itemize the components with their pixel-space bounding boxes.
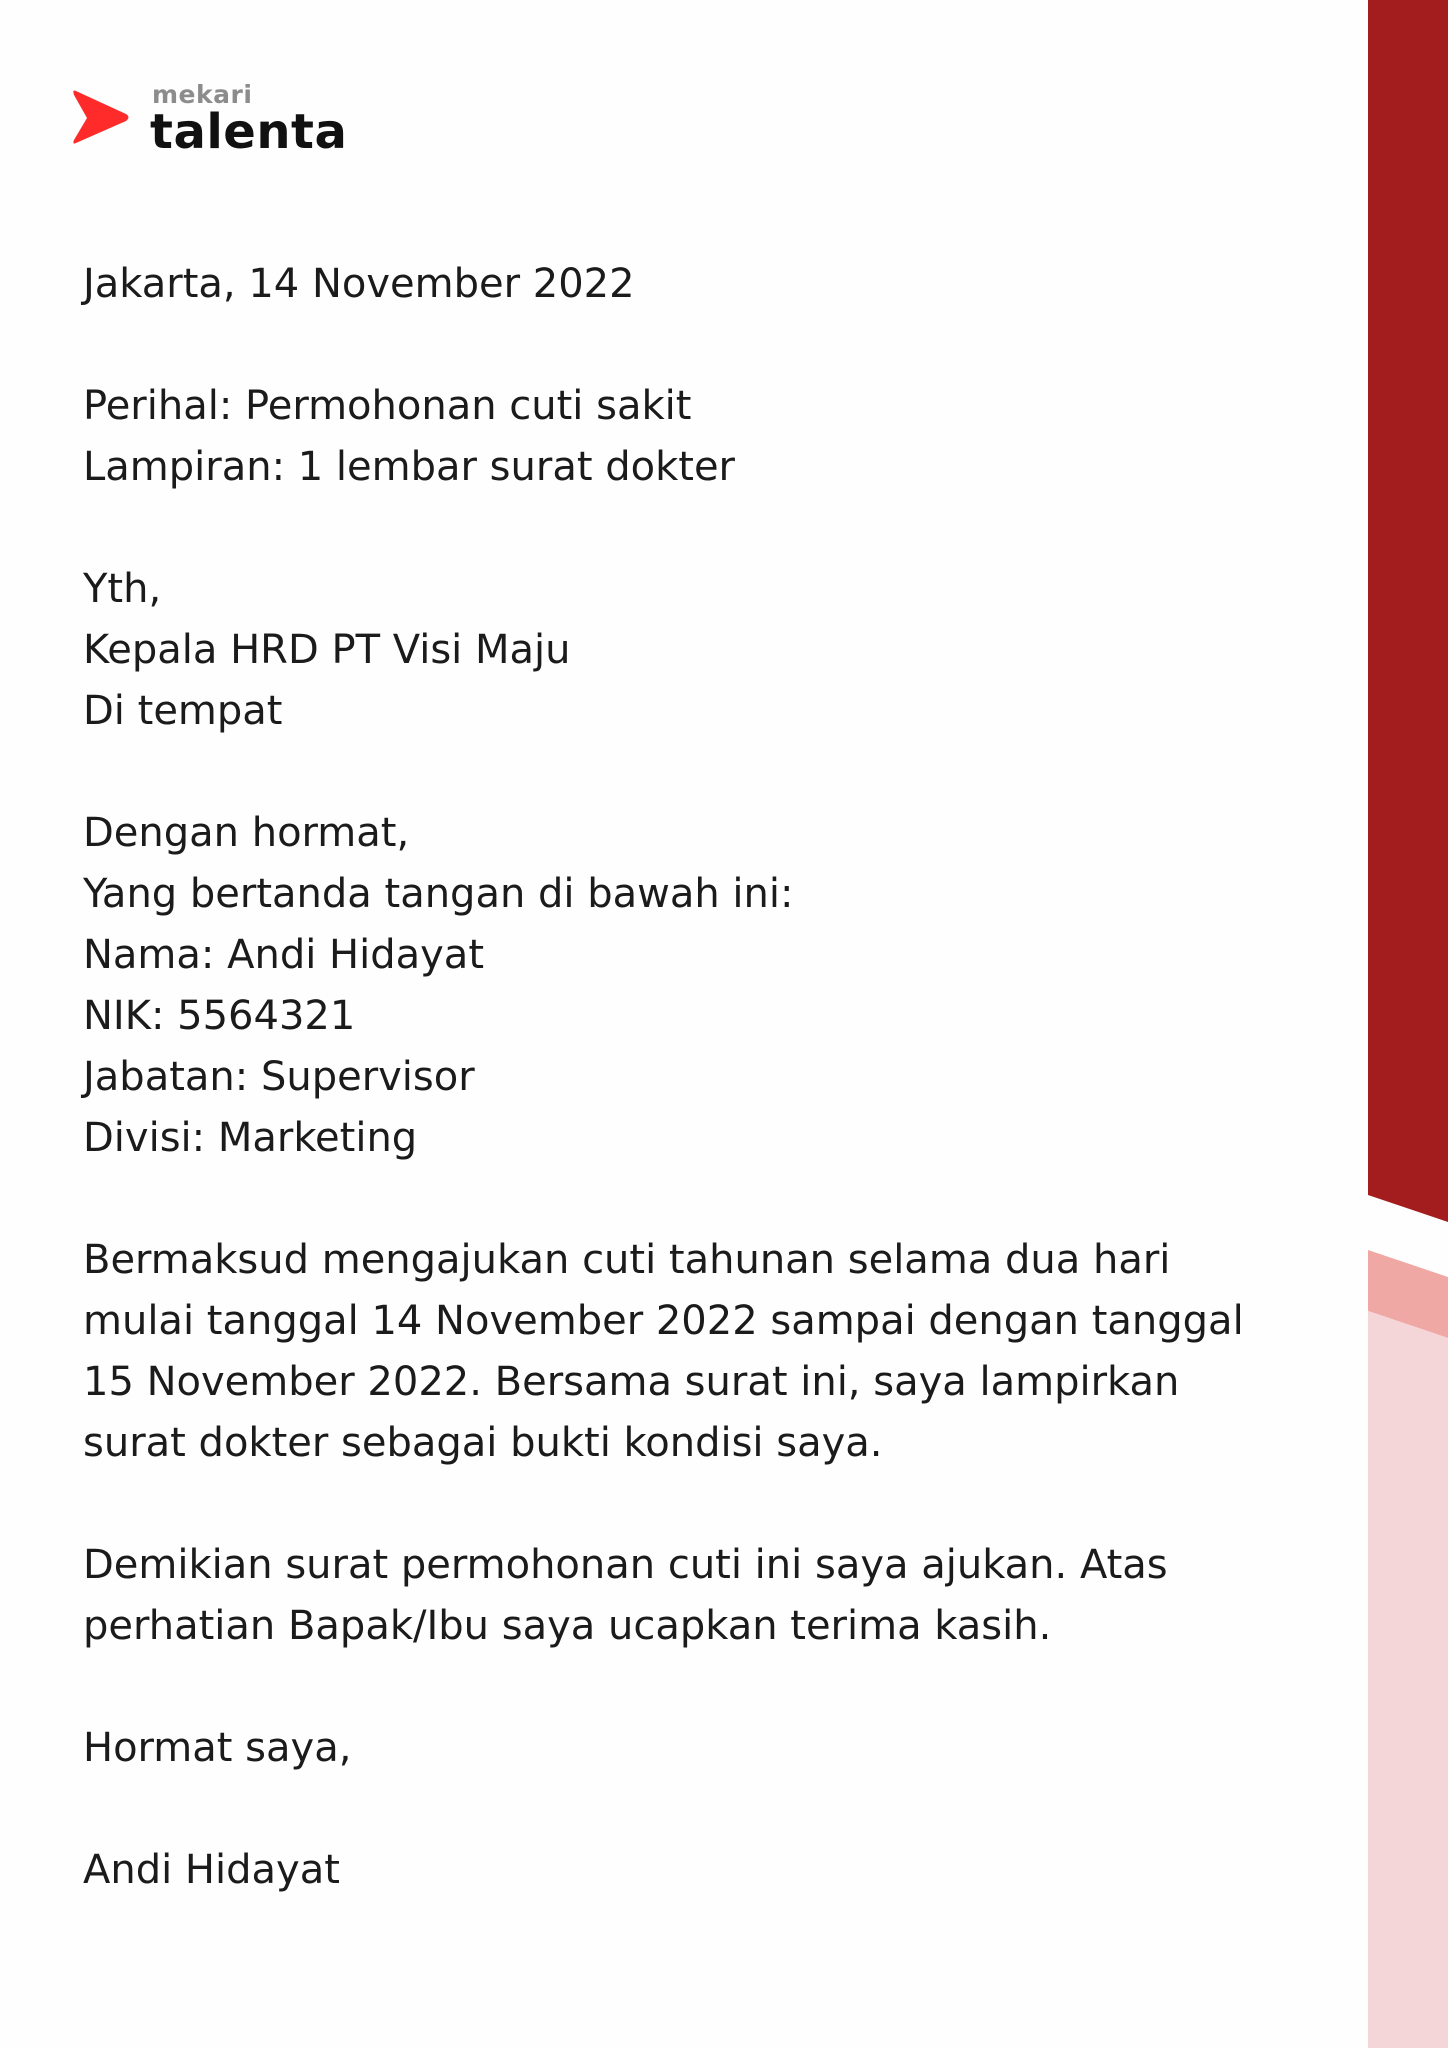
signature-name: Andi Hidayat: [83, 1847, 340, 1893]
salutation: Dengan hormat,: [83, 810, 410, 856]
regards: Hormat saya,: [83, 1725, 352, 1771]
logo-arrow-icon: [70, 86, 134, 150]
body-line: mulai tanggal 14 November 2022 sampai dengan tanggal: [83, 1298, 1244, 1344]
body-line: surat dokter sebagai bukti kondisi saya.: [83, 1420, 883, 1466]
body-line: 15 November 2022. Bersama surat ini, saya lampirkan: [83, 1359, 1180, 1405]
spacer: [83, 498, 1333, 559]
spacer: [83, 1657, 1333, 1718]
spacer: [83, 1779, 1333, 1840]
position-line: Jabatan: Supervisor: [83, 1054, 475, 1100]
place-date: Jakarta, 14 November 2022: [83, 261, 635, 307]
spacer: [83, 315, 1333, 376]
spacer: [83, 742, 1333, 803]
attachment-line: Lampiran: 1 lembar surat dokter: [83, 444, 735, 490]
pale-red-band: [1368, 1311, 1448, 2048]
letter-body: [83, 254, 1333, 1901]
recipient-line: Kepala HRD PT Visi Maju: [83, 627, 571, 673]
dark-red-band: [1368, 0, 1448, 1222]
spacer: [83, 1474, 1333, 1535]
recipient-line: Di tempat: [83, 688, 283, 734]
closing-line: perhatian Bapak/Ibu saya ucapkan terima kasih.: [83, 1603, 1052, 1649]
logo-talenta-text: talenta: [150, 104, 348, 160]
intro-line: Yang bertanda tangan di bawah ini:: [83, 871, 794, 917]
spacer: [83, 1169, 1333, 1230]
mekari-talenta-logo: [70, 78, 350, 168]
recipient-line: Yth,: [83, 566, 162, 612]
closing-line: Demikian surat permohonan cuti ini saya ajukan. Atas: [83, 1542, 1168, 1588]
subject-line: Perihal: Permohonan cuti sakit: [83, 383, 692, 429]
body-line: Bermaksud mengajukan cuti tahunan selama dua hari: [83, 1237, 1171, 1283]
logo-mekari-text: mekari: [152, 80, 253, 109]
name-line: Nama: Andi Hidayat: [83, 932, 484, 978]
nik-line: NIK: 5564321: [83, 993, 356, 1039]
division-line: Divisi: Marketing: [83, 1115, 418, 1161]
